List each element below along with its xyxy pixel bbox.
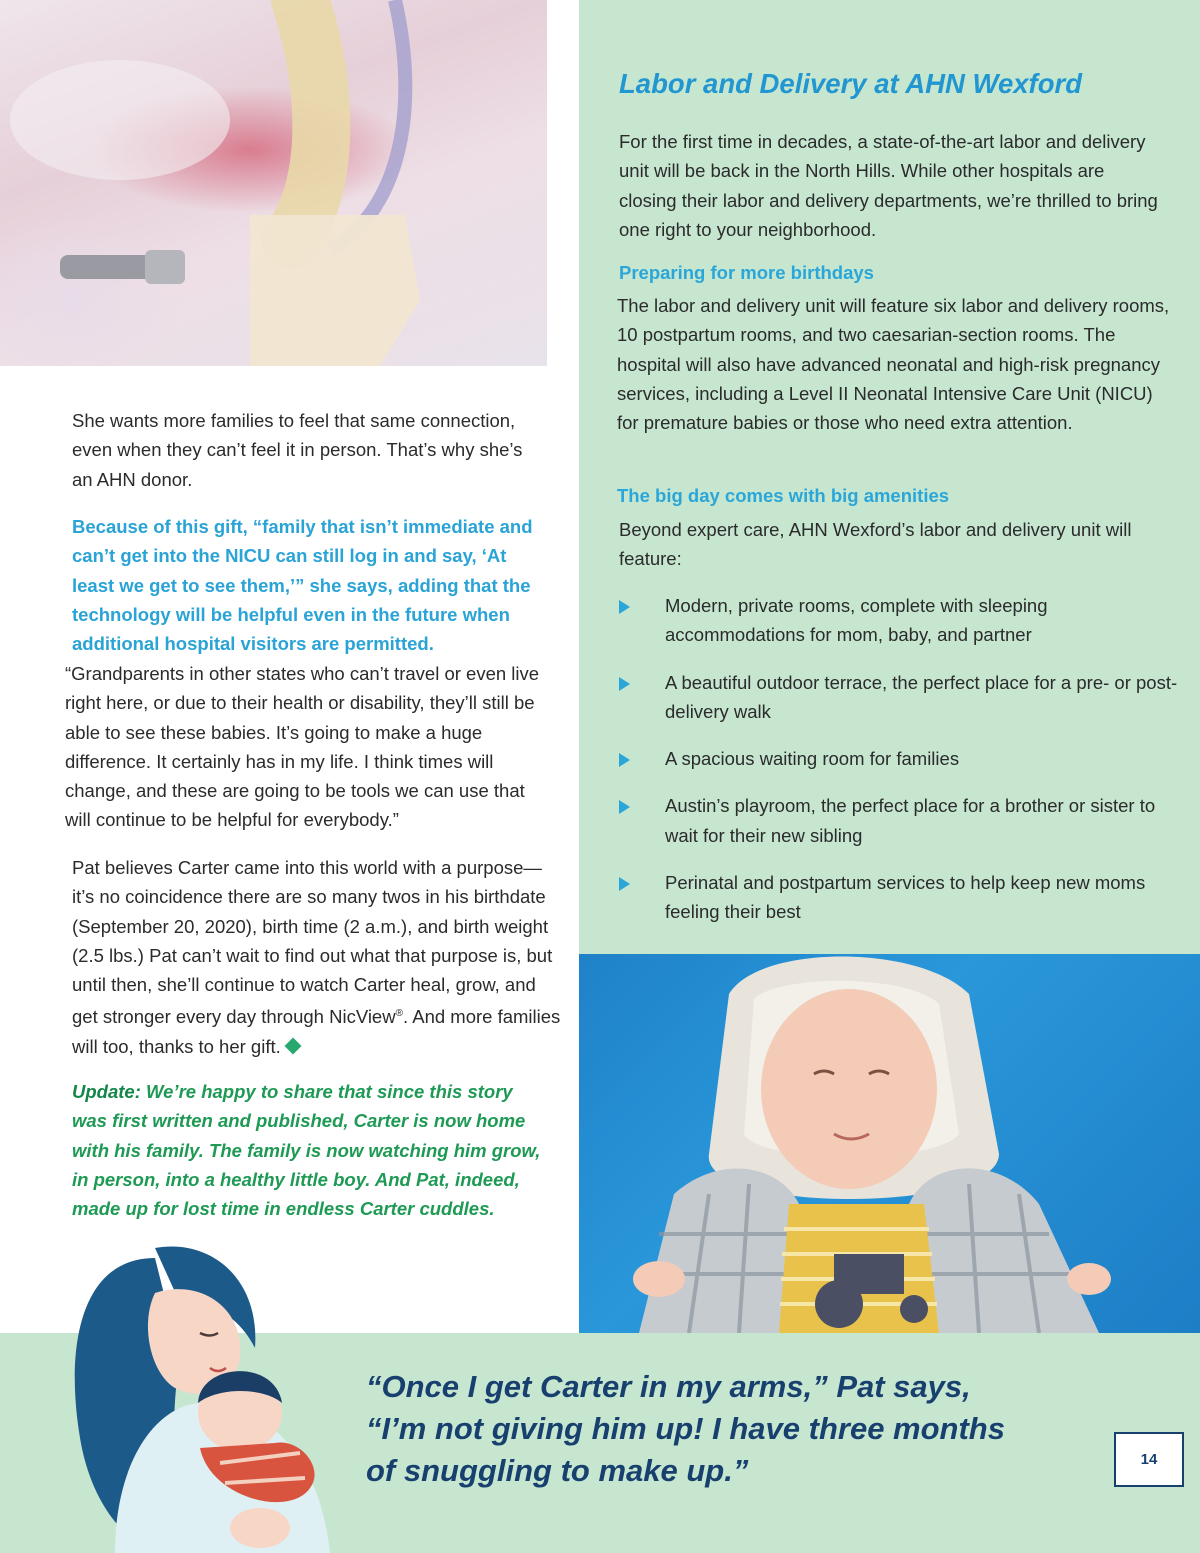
mother-baby-illustration xyxy=(60,1238,350,1553)
end-of-story-diamond-icon xyxy=(284,1037,301,1054)
unit-features-paragraph: The labor and delivery unit will feature six labor and delivery rooms, 10 postpartum rooms, and two caesarian-section rooms. The hospital will also have advanced neonatal and high-risk pregnancy services, including a Level II Neonatal Intensive Care Unit (NICU) for premature babies or those who need extra attention. xyxy=(617,295,1170,434)
subhead-preparing-birthdays: Preparing for more birthdays xyxy=(619,262,874,283)
nicu-tubing-illustration xyxy=(0,0,547,366)
bullet-arrow-icon xyxy=(619,877,630,891)
amenity-text: A spacious waiting room for families xyxy=(665,748,960,770)
labor-delivery-intro: For the first time in decades, a state-of-the-art labor and delivery unit will be back in the North Hills. While other hospitals are closing their labor and delivery departments, we’re thrilled to bring one right to your neighborhood. xyxy=(619,131,1158,240)
bullet-arrow-icon xyxy=(619,800,630,814)
update-text: We’re happy to share that since this story was first written and published, Carter is now home with his family. The family is now watching him grow, in person, into a healthy little boy. And Pat, indeed, made up for lost time in endless Carter cuddles. xyxy=(72,1081,541,1220)
update-label: Update: xyxy=(72,1081,141,1102)
update-paragraph xyxy=(72,1077,542,1223)
baby-carter-photo xyxy=(579,954,1200,1333)
featured-quote-line: “I’m not giving him up! I have three months xyxy=(366,1411,1005,1446)
grandparents-quote: “Grandparents in other states who can’t travel or even live right here, or due to their health or disability, they’ll still be able to see these babies. It’s going to make a huge difference. It certainly has in my life. I think times will change, and these are going to be tools we can use that will continue to be helpful for everybody.” xyxy=(65,663,540,831)
baby-carter-illustration xyxy=(579,954,1200,1333)
featured-quote xyxy=(366,1366,1086,1492)
bullet-arrow-icon xyxy=(619,753,630,767)
featured-quote-line: “Once I get Carter in my arms,” Pat says, xyxy=(366,1369,971,1404)
subhead-big-amenities: The big day comes with big amenities xyxy=(617,485,950,506)
pat-believes-paragraph xyxy=(72,853,562,1061)
pat-paragraph-end: . And more families will too, thanks to her gift. xyxy=(72,1006,561,1057)
amenities-intro: Beyond expert care, AHN Wexford’s labor and delivery unit will feature: xyxy=(619,519,1132,570)
amenity-text: Austin’s playroom, the perfect place for a brother or sister to wait for their new sibling xyxy=(665,795,1156,846)
bullet-arrow-icon xyxy=(619,677,630,691)
gift-pull-quote: Because of this gift, “family that isn’t immediate and can’t get into the NICU can still log in and say, ‘At least we get to see them,’” she says, adding that the technology will be helpful even in the future when additional hospital visitors are permitted. xyxy=(72,516,533,655)
list-item xyxy=(619,791,1179,850)
list-item xyxy=(619,868,1179,927)
labor-delivery-title: Labor and Delivery at AHN Wexford xyxy=(619,68,1083,99)
list-item xyxy=(619,744,1179,773)
amenities-list xyxy=(619,591,1179,945)
page-number: 14 xyxy=(1114,1432,1184,1487)
pat-paragraph-text: Pat believes Carter came into this world with a purpose—it’s no coincidence there are so many twos in his birthdate (September 20, 2020), birth time (2 a.m.), and birth weight (2.5 lbs.) Pat can’t wait to find out what that purpose is, but until then, she’ll continue to watch Carter heal, grow, and get stronger every day through NicView xyxy=(72,857,553,1028)
amenity-text: Modern, private rooms, complete with sleeping accommodations for mom, baby, and partner xyxy=(665,595,1048,646)
bullet-arrow-icon xyxy=(619,600,630,614)
nicu-tubing-photo xyxy=(0,0,547,366)
connection-paragraph: She wants more families to feel that same connection, even when they can’t feel it in person. That’s why she’s an AHN donor. xyxy=(72,410,523,490)
list-item xyxy=(619,591,1179,650)
amenity-text: A beautiful outdoor terrace, the perfect place for a pre- or post-delivery walk xyxy=(665,671,1178,722)
featured-quote-line: of snuggling to make up.” xyxy=(366,1453,749,1488)
amenity-text: Perinatal and postpartum services to help keep new moms feeling their best xyxy=(665,872,1146,923)
list-item xyxy=(619,668,1179,727)
registered-mark: ® xyxy=(395,1008,403,1020)
